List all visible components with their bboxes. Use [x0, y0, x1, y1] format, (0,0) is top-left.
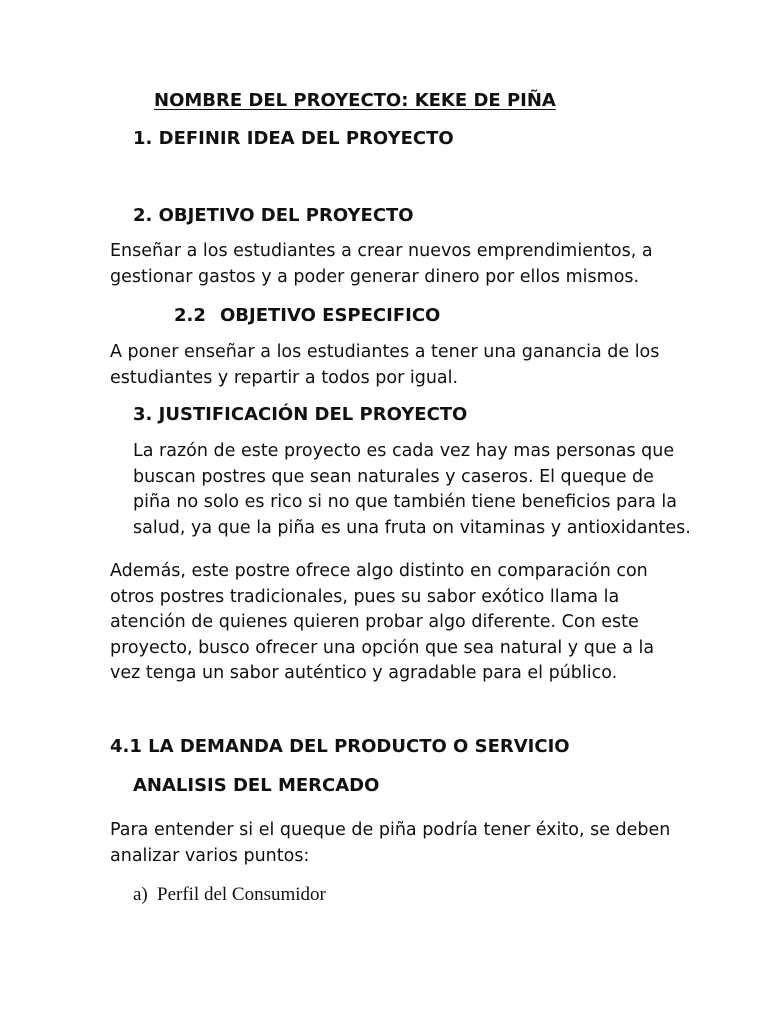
text-line: vez tenga un sabor auténtico y agradable para el público.	[110, 663, 618, 683]
paragraph-specific-objective	[110, 340, 659, 391]
heading-project-objective: 2. OBJETIVO DEL PROYECTO	[133, 205, 414, 226]
text-line: Para entender si el queque de piña podría tener éxito, se deben	[110, 820, 671, 840]
list-item-consumer-profile: Perfil del Consumidor	[157, 884, 326, 905]
document-title: NOMBRE DEL PROYECTO: KEKE DE PIÑA	[154, 90, 556, 111]
text-line: atención de quienes quieren probar algo diferente. Con este	[110, 612, 639, 632]
paragraph-project-objective	[110, 239, 653, 290]
text-line: Enseñar a los estudiantes a crear nuevos emprendimientos, a	[110, 241, 653, 261]
heading-demand: 4.1 LA DEMANDA DEL PRODUCTO O SERVICIO	[110, 736, 570, 757]
heading-market-analysis: ANALISIS DEL MERCADO	[133, 775, 380, 796]
text-line: gestionar gastos y a poder generar dinero por ellos mismos.	[110, 266, 640, 287]
text-line: proyecto, busco ofrecer una opción que sea natural y que a la	[110, 637, 655, 658]
paragraph-market-analysis	[110, 818, 670, 869]
text-line: estudiantes y repartir a todos por igual.	[110, 367, 459, 388]
text-line: La razón de este proyecto es cada vez hay mas personas que	[133, 441, 675, 461]
text-line: otros postres tradicionales, pues su sabor exótico llama la	[110, 586, 620, 607]
heading-define-idea: 1. DEFINIR IDEA DEL PROYECTO	[133, 128, 454, 149]
text-line: A poner enseñar a los estudiantes a tener una ganancia de los	[110, 342, 660, 362]
paragraph-justification-extra	[110, 559, 654, 687]
text-line: buscan postres que sean naturales y caseros. El queque de	[133, 466, 654, 487]
text-line: analizar varios puntos:	[110, 845, 310, 866]
text-line: Además, este postre ofrece algo distinto en comparación con	[110, 561, 648, 581]
heading-specific-objective-number: 2.2	[174, 305, 206, 326]
heading-justification: 3. JUSTIFICACIÓN DEL PROYECTO	[133, 404, 468, 425]
heading-specific-objective: OBJETIVO ESPECIFICO	[220, 305, 441, 326]
paragraph-justification	[133, 439, 691, 541]
text-line: salud, ya que la piña es una fruta on vitaminas y antioxidantes.	[133, 517, 691, 538]
list-item-marker: a)	[133, 884, 148, 905]
text-line: piña no solo es rico si no que también tiene beneficios para la	[133, 492, 677, 512]
